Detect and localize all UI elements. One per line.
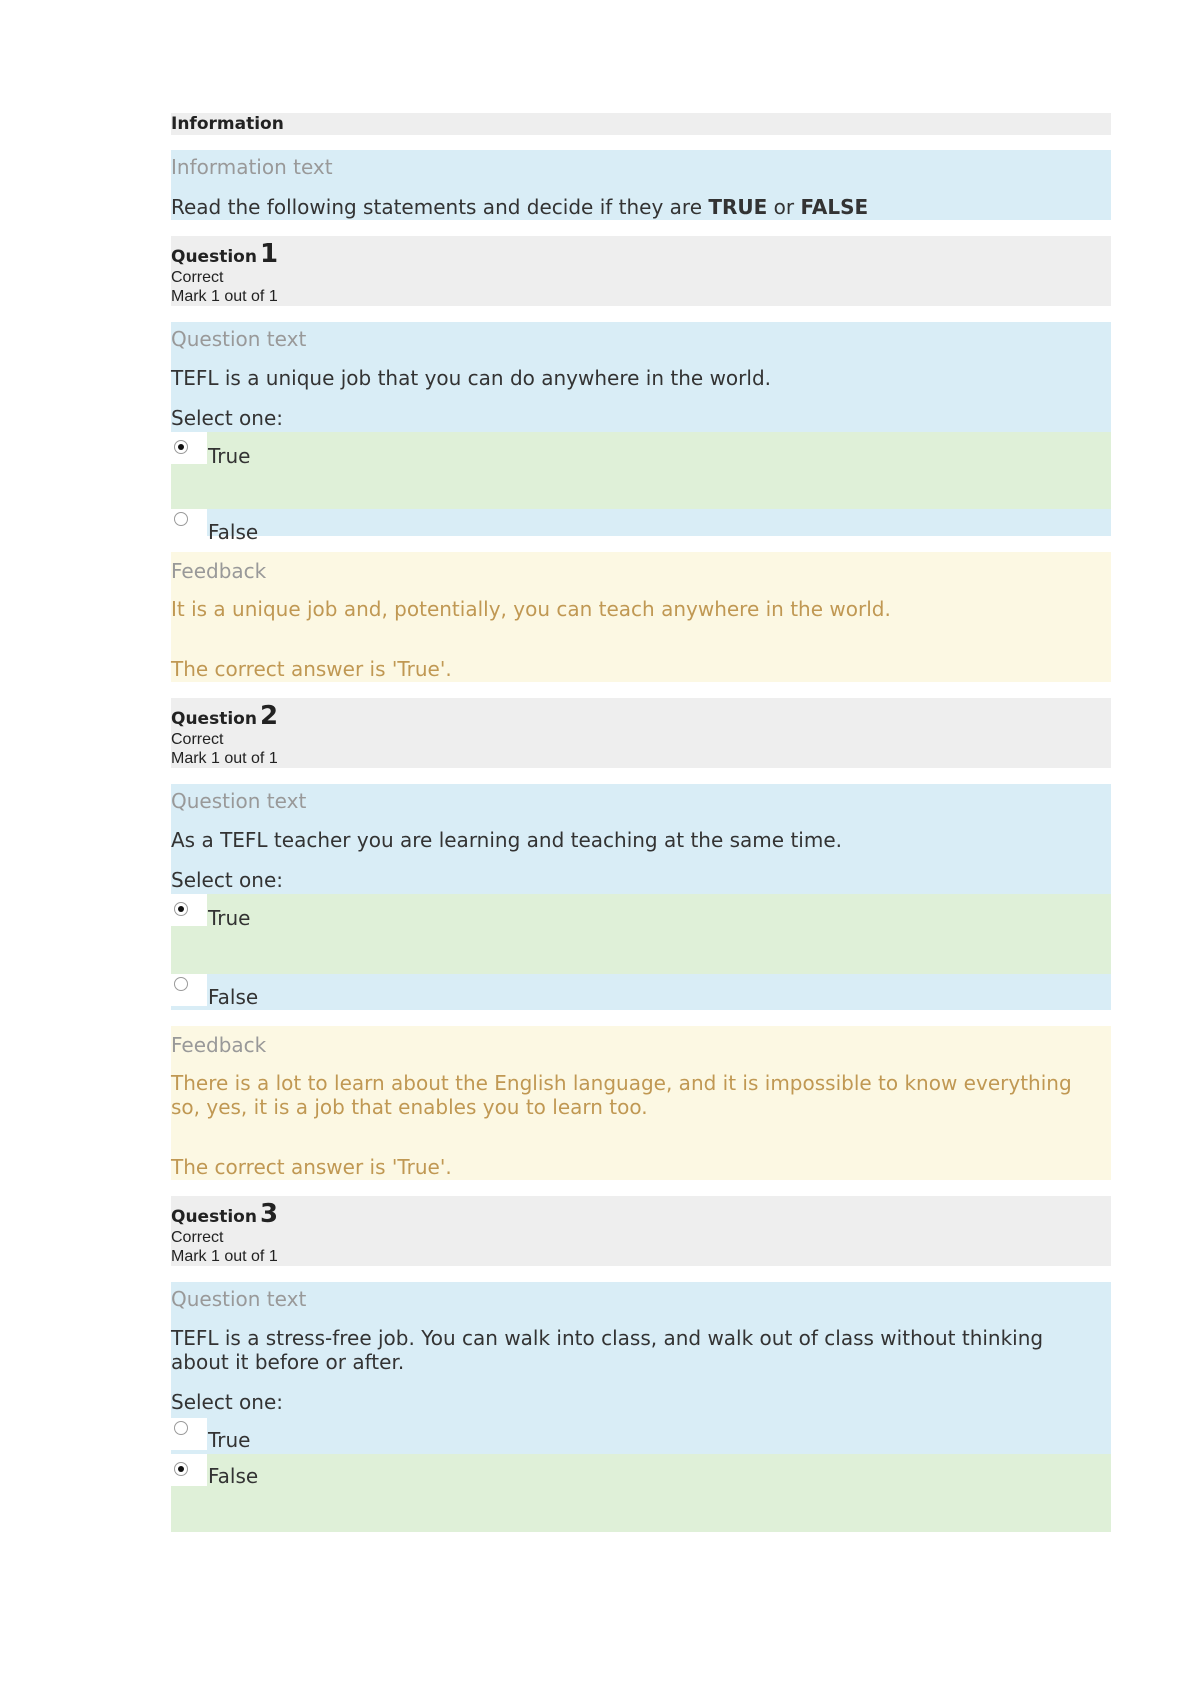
question-2-option-false[interactable] [171,974,1111,1010]
question-1-state: Correct [171,269,224,286]
question-3-option-true-radio-cell [171,1418,207,1450]
question-3-option-false[interactable] [171,1454,1111,1532]
information-or-word: or [767,195,801,219]
question-1-mark: Mark 1 out of 1 [171,288,278,305]
question-1-option-true-radio-cell [171,432,207,464]
question-1-feedback [171,552,1111,682]
question-3-false-radio[interactable] [174,1462,188,1476]
question-2-feedback-text: There is a lot to learn about the English language, and it is impossible to know everything so, yes, it is a job that enables you to learn too. [171,1071,1072,1119]
question-1-false-radio[interactable] [174,512,188,526]
question-3-option-false-label: False [208,1464,259,1488]
question-3-label: Question [171,1207,257,1227]
question-3-option-false-radio-cell [171,1454,207,1486]
question-3-body [171,1282,1111,1532]
question-2-correct-answer: The correct answer is 'True'. [171,1155,452,1179]
question-2-mark: Mark 1 out of 1 [171,750,278,767]
quiz-review-page [171,113,1111,1548]
question-2-text: As a TEFL teacher you are learning and teaching at the same time. [171,828,842,852]
information-true-word: TRUE [708,195,768,219]
question-3-number: 3 [259,1199,279,1229]
question-3-state: Correct [171,1229,224,1246]
question-1-true-radio[interactable] [174,440,188,454]
question-2-body [171,784,1111,1010]
question-2-option-false-label: False [208,985,259,1009]
question-2-option-true-label: True [208,906,251,930]
question-1-feedback-caption: Feedback [171,559,267,583]
question-2-option-true[interactable] [171,894,1111,974]
question-3-text-caption: Question text [171,1287,307,1311]
question-2-feedback [171,1026,1111,1180]
question-1-body [171,322,1111,544]
question-2-state: Correct [171,731,224,748]
information-header [171,113,1111,135]
question-1-option-false-label: False [208,520,259,544]
question-2-label: Question [171,709,257,729]
information-body-intro: Read the following statements and decide if they are [171,195,709,219]
question-2-text-caption: Question text [171,789,307,813]
question-1-header [171,236,1111,306]
question-2-header [171,698,1111,768]
question-1-option-false-radio-cell [171,509,207,541]
question-1-select-label: Select one: [171,406,284,430]
question-3-option-true[interactable] [171,1418,1111,1454]
question-1-number: 1 [259,239,279,269]
question-3-mark: Mark 1 out of 1 [171,1248,278,1265]
question-1-option-true-label: True [208,444,251,468]
question-2-option-true-radio-cell [171,894,207,926]
question-2-false-radio[interactable] [174,977,188,991]
question-3-select-label: Select one: [171,1390,284,1414]
information-header-label: Information [171,114,284,134]
question-3-header [171,1196,1111,1266]
information-body [171,194,868,220]
information-text-caption: Information text [171,155,333,179]
question-2-number: 2 [259,701,279,731]
question-1-text-caption: Question text [171,327,307,351]
question-3-option-true-label: True [208,1428,251,1452]
question-1-correct-answer: The correct answer is 'True'. [171,657,452,681]
question-1-option-true[interactable] [171,432,1111,509]
question-2-true-radio[interactable] [174,902,188,916]
information-text-box [171,150,1111,220]
question-2-select-label: Select one: [171,868,284,892]
question-1-feedback-text: It is a unique job and, potentially, you can teach anywhere in the world. [171,597,891,621]
question-3-text: TEFL is a stress-free job. You can walk into class, and walk out of class without thinking about it before or after. [171,1326,1044,1374]
question-3-true-radio[interactable] [174,1421,188,1435]
question-2-option-false-radio-cell [171,974,207,1006]
question-2-feedback-caption: Feedback [171,1033,267,1057]
question-1-option-false[interactable] [171,509,1111,544]
question-1-text: TEFL is a unique job that you can do anywhere in the world. [171,366,771,390]
question-1-label: Question [171,247,257,267]
information-false-word: FALSE [800,195,869,219]
